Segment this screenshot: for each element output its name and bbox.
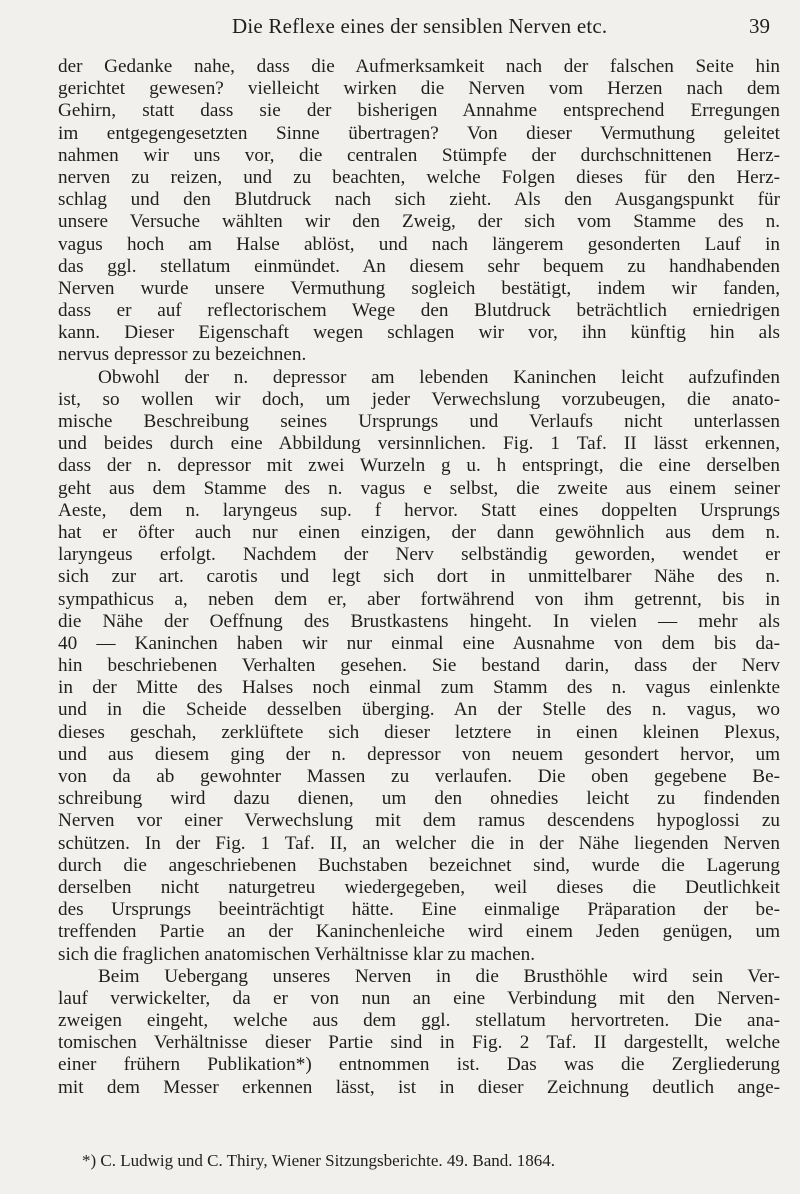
text-line: treffenden Partie an der Kaninchenleiche wird einem Jeden genügen, um [58, 921, 780, 943]
text-line: des Ursprungs beeinträchtigt hätte. Eine einmalige Präparation der be- [58, 899, 780, 921]
running-head [232, 14, 770, 44]
text-line: sich die fraglichen anatomischen Verhältnisse klar zu machen. [58, 943, 536, 965]
text-line: zweigen eingeht, welche aus dem ggl. stellatum hervortreten. Die ana- [58, 1010, 780, 1032]
text-line: Nerven vor einer Verwechslung mit dem ramus descendens hypoglossi zu [58, 810, 780, 832]
text-line: im entgegengesetzten Sinne übertragen? Von dieser Vermuthung geleitet [58, 122, 780, 144]
text-line: 40 — Kaninchen haben wir nur einmal eine Ausnahme von dem bis da- [58, 632, 780, 654]
text-line: ist, so wollen wir doch, um jeder Verwechslung vorzubeugen, die anato- [58, 388, 780, 410]
text-line: schlag und den Blutdruck nach sich zieht. Als den Ausgangspunkt für [58, 189, 780, 211]
text-line: nerven zu reizen, und zu beachten, welche Folgen dieses für den Herz- [58, 166, 780, 188]
text-line: tomischen Verhältnisse dieser Partie sind in Fig. 2 Taf. II dargestellt, welche [58, 1032, 780, 1054]
text-line: sich zur art. carotis und legt sich dort in unmittelbarer Nähe des n. [58, 566, 780, 588]
text-line: und beides durch eine Abbildung versinnlichen. Fig. 1 Taf. II lässt erkennen, [58, 433, 780, 455]
text-line: kann. Dieser Eigenschaft wegen schlagen wir vor, ihn künftig hin als [58, 322, 780, 344]
text-line: lauf verwickelter, da er von nun an eine Verbindung mit den Nerven- [58, 987, 780, 1009]
text-line: dieses geschah, zerklüftete sich dieser letztere in einen kleinen Plexus, [58, 721, 780, 743]
text-line: sympathicus a, neben dem er, aber fortwährend von ihm getrennt, bis in [58, 588, 780, 610]
text-line: der Gedanke nahe, dass die Aufmerksamkeit nach der falschen Seite hin [58, 56, 780, 77]
text-line: Nerven wurde unsere Vermuthung sogleich bestätigt, indem wir fanden, [58, 277, 780, 299]
text-line: und aus diesem ging der n. depressor von neuem gesondert hervor, um [58, 743, 780, 765]
page-number: 39 [749, 14, 770, 38]
footnote: *) C. Ludwig und C. Thiry, Wiener Sitzungsberichte. 49. Band. 1864. [82, 1151, 556, 1170]
text-line: schützen. In der Fig. 1 Taf. II, an welcher die in der Nähe liegenden Nerven [58, 832, 780, 854]
text-line: hin beschriebenen Verhalten gesehen. Sie bestand darin, dass der Nerv [58, 655, 780, 677]
text-line: vagus hoch am Halse ablöst, und nach längerem gesonderten Lauf in [58, 233, 780, 255]
text-line: laryngeus erfolgt. Nachdem der Nerv selbständig geworden, wendet er [58, 544, 780, 566]
body-text [58, 56, 780, 1099]
text-line: unsere Versuche wählten wir den Zweig, der sich vom Stamme des n. [58, 211, 780, 233]
text-line: dass er auf reflectorischem Wege den Blutdruck beträchtlich erniedrigen [58, 300, 780, 322]
text-line: von da ab gewohnter Massen zu verlaufen. Die oben gegebene Be- [58, 766, 780, 787]
text-line: mische Beschreibung seines Ursprungs und Verlaufs nicht unterlassen [58, 411, 780, 432]
text-line: geht aus dem Stamme des n. vagus e selbst, die zweite aus einem seiner [58, 477, 780, 499]
text-line: in der Mitte des Halses noch einmal zum Stamm des n. vagus einlenkte [58, 677, 780, 699]
text-line: derselben nicht naturgetreu wiedergegeben, weil dieses die Deutlichkeit [58, 876, 780, 898]
text-line: durch die angeschriebenen Buchstaben bezeichnet sind, wurde die Lagerung [58, 854, 780, 876]
text-line: Beim Uebergang unseres Nerven in die Brusthöhle wird sein Ver- [98, 965, 780, 987]
text-line: hat er öfter auch nur einen einzigen, der dann gewöhnlich aus dem n. [58, 521, 780, 543]
running-title: Die Reflexe eines der sensiblen Nerven etc. [232, 14, 608, 38]
text-line: Obwohl der n. depressor am lebenden Kaninchen leicht aufzufinden [98, 366, 780, 388]
text-line: dass der n. depressor mit zwei Wurzeln g u. h entspringt, die eine derselben [58, 455, 780, 477]
text-line: Aeste, dem n. laryngeus sup. f hervor. Statt eines doppelten Ursprungs [58, 499, 780, 521]
text-line: die Nähe der Oeffnung des Brustkastens hingeht. In vielen — mehr als [58, 610, 780, 632]
text-line: gerichtet gewesen? vielleicht wirken die Nerven vom Herzen nach dem [58, 78, 780, 100]
text-line: und in die Scheide desselben überging. An der Stelle des n. vagus, wo [58, 699, 780, 721]
text-line: das ggl. stellatum einmündet. An diesem sehr bequem zu handhabenden [58, 255, 780, 277]
text-line: mit dem Messer erkennen lässt, ist in dieser Zeichnung deutlich ange- [58, 1076, 780, 1098]
text-line: einer frühern Publikation*) entnommen ist. Das was die Zergliederung [58, 1054, 780, 1076]
text-line: Gehirn, statt dass sie der bisherigen Annahme entsprechend Erregungen [58, 100, 780, 122]
text-line: nervus depressor zu bezeichnen. [58, 344, 307, 366]
text-line: nahmen wir uns vor, die centralen Stümpfe der durchschnittenen Herz- [58, 144, 780, 166]
text-line: schreibung wird dazu dienen, um den ohnedies leicht zu findenden [58, 788, 780, 810]
